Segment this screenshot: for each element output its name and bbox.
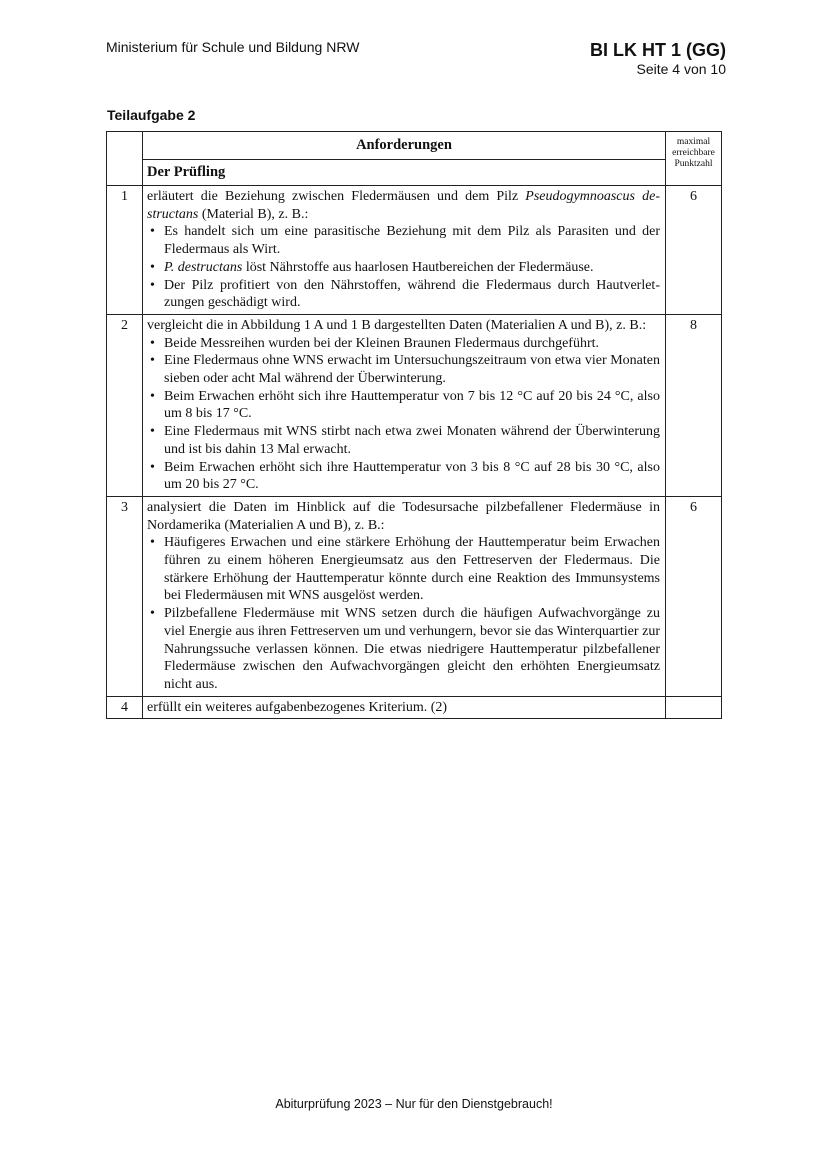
section-title: Teilaufgabe 2 <box>107 107 196 123</box>
row-points: 6 <box>666 186 722 315</box>
row-number: 1 <box>107 186 143 315</box>
species-name: Pseudogymnoascus destructans <box>147 189 660 222</box>
table-row <box>107 186 722 315</box>
row-points <box>666 696 722 719</box>
header-candidate: Der Prüfling <box>143 160 666 186</box>
requirement-bullets <box>147 223 660 312</box>
row-requirement: erfüllt ein weiteres aufgabenbezogenes Kriterium. (2) <box>143 696 666 719</box>
requirement-intro: analysiert die Daten im Hinblick auf die Todesursache pilzbefallener Fledermäuse in Nordamerika (Materialien A und B), z. B.: <box>147 499 660 533</box>
list-item: • Beim Erwachen erhöht sich ihre Hauttemperatur von 3 bis 8 °C auf 28 bis 30 °C, also um 20 bis 27 °C. <box>164 459 660 494</box>
requirement-intro: vergleicht die in Abbildung 1 A und 1 B dargestellten Daten (Materialien A und B), z. B.: <box>147 317 647 333</box>
row-number: 3 <box>107 496 143 696</box>
list-item: • P. destructans löst Nährstoffe aus haarlosen Hautbereichen der Fledermäuse. <box>164 259 660 277</box>
requirement-bullets <box>147 335 660 494</box>
requirement-bullets <box>147 534 660 693</box>
header-points: maximal erreichbare Punktzahl <box>666 132 722 186</box>
row-requirement <box>143 186 666 315</box>
list-item: • Beide Messreihen wurden bei der Kleinen Braunen Fledermaus durchgeführt. <box>164 335 660 353</box>
grading-table <box>106 131 722 719</box>
table-row <box>107 496 722 696</box>
ministry-name: Ministerium für Schule und Bildung NRW <box>106 39 360 55</box>
header-requirements: Anforderungen <box>143 132 666 160</box>
list-item: • Der Pilz profitiert von den Nährstoffen, während die Fledermaus durch Hautverletzungen geschädigt wird. <box>164 277 660 312</box>
table-subheader-row <box>107 160 722 186</box>
list-item: • Eine Fledermaus mit WNS stirbt nach etwa zwei Monaten während der Überwinterung und ist bis dahin 13 Mal erwacht. <box>164 423 660 458</box>
table-row <box>107 314 722 496</box>
row-number: 2 <box>107 314 143 496</box>
list-item: • Beim Erwachen erhöht sich ihre Hauttemperatur von 7 bis 12 °C auf 20 bis 24 °C, also um 8 bis 17 °C. <box>164 388 660 423</box>
header-number-cell <box>107 132 143 186</box>
list-item: • Pilzbefallene Fledermäuse mit WNS setzen durch die häufigen Aufwachvorgänge zu viel Energie aus ihren Fettreserven um und verhungern, bevor sie das Winterquartier zur Nahrungssuche verlassen können. Die etwas niedrigere Hauttemperatur pilzbefallener Fledermäuse zwischen den Aufwachvorgängen gleicht den erhöhten Energieumsatz nicht aus. <box>164 605 660 694</box>
row-requirement <box>143 496 666 696</box>
table-header-row <box>107 132 722 160</box>
requirement-intro: erläutert die Beziehung zwischen Fledermäusen und dem Pilz Pseudogymnoascus destructans (Material B), z. B.: <box>147 189 660 222</box>
list-item: • Es handelt sich um eine parasitische Beziehung mit dem Pilz als Parasiten und der Fledermaus als Wirt. <box>164 223 660 258</box>
row-points: 8 <box>666 314 722 496</box>
document-header <box>590 40 726 78</box>
list-item: • Eine Fledermaus ohne WNS erwacht im Untersuchungszeitraum von etwa vier Monaten sieben oder acht Mal während der Überwinterung. <box>164 352 660 387</box>
row-requirement <box>143 314 666 496</box>
page-footer: Abiturprüfung 2023 – Nur für den Dienstgebrauch! <box>275 1097 553 1111</box>
row-points: 6 <box>666 496 722 696</box>
row-number: 4 <box>107 696 143 719</box>
document-code: BI LK HT 1 (GG) <box>590 40 726 60</box>
list-item: • Häufigeres Erwachen und eine stärkere Erhöhung der Hauttemperatur beim Erwachen führen zu einem höheren Energieumsatz aus den Fettreserven der Fledermaus. Die stärkere Erhöhung der Hauttemperatur könnte durch eine Reaktion des Immunsystems bei Fledermäusen mit WNS ausgelöst werden. <box>164 534 660 605</box>
table-row <box>107 696 722 719</box>
page-number: Seite 4 von 10 <box>636 61 726 77</box>
